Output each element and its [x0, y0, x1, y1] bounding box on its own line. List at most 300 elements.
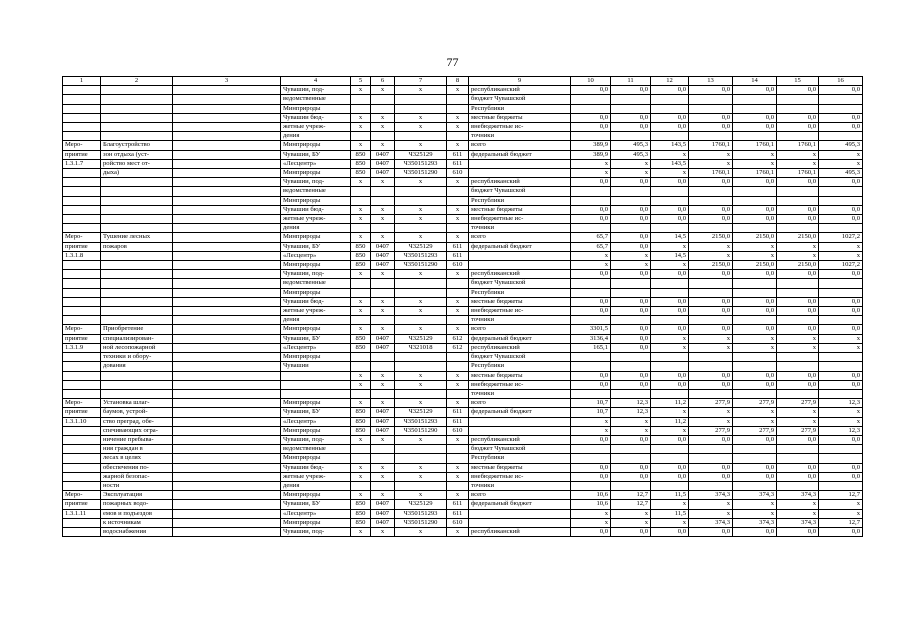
table-cell: внебюджетные ис- — [469, 215, 571, 224]
table-cell — [371, 454, 395, 463]
table-cell: х — [351, 307, 371, 316]
table-cell — [395, 353, 447, 362]
column-number: 11 — [611, 77, 651, 86]
table-cell: 0,0 — [819, 371, 863, 380]
table-row — [63, 399, 863, 408]
table-cell — [571, 104, 611, 113]
table-row — [63, 132, 863, 141]
table-cell — [777, 288, 819, 297]
table-cell — [173, 509, 281, 518]
table-cell: Чувашии бюд- — [281, 113, 351, 122]
table-cell — [733, 95, 777, 104]
table-cell: х — [447, 86, 469, 95]
table-cell: 10,6 — [571, 491, 611, 500]
table-cell: 277,9 — [689, 426, 733, 435]
table-cell — [571, 224, 611, 233]
table-cell: х — [395, 178, 447, 187]
column-number: 7 — [395, 77, 447, 86]
table-cell: 0,0 — [571, 205, 611, 214]
table-cell — [733, 481, 777, 490]
table-cell: точники — [469, 316, 571, 325]
table-cell: 0,0 — [611, 527, 651, 536]
table-cell — [63, 224, 101, 233]
table-cell: х — [351, 141, 371, 150]
table-cell — [101, 113, 173, 122]
table-cell: 0,0 — [819, 325, 863, 334]
table-cell: 0,0 — [733, 435, 777, 444]
table-row — [63, 509, 863, 518]
table-cell — [63, 518, 101, 527]
table-cell: ведомственные — [281, 95, 351, 104]
table-cell — [611, 104, 651, 113]
table-cell: х — [351, 123, 371, 132]
table-cell: х — [689, 343, 733, 352]
table-cell: внебюджетные ис- — [469, 123, 571, 132]
table-cell — [101, 187, 173, 196]
table-cell: 0,0 — [651, 307, 689, 316]
table-cell: 850 — [351, 261, 371, 270]
table-cell — [819, 288, 863, 297]
page-number: 77 — [446, 55, 459, 69]
table-cell: 0,0 — [819, 86, 863, 95]
table-row — [63, 334, 863, 343]
table-cell: х — [447, 399, 469, 408]
table-cell: Чувашии бюд- — [281, 205, 351, 214]
table-cell: 12,7 — [611, 500, 651, 509]
table-cell: «Лесцентр» — [281, 159, 351, 168]
table-cell: 0,0 — [733, 205, 777, 214]
table-cell — [733, 316, 777, 325]
table-cell — [689, 187, 733, 196]
table-cell: бюджет Чувашской — [469, 279, 571, 288]
table-row — [63, 159, 863, 168]
table-cell — [173, 481, 281, 490]
table-cell: 12,3 — [611, 399, 651, 408]
table-cell: «Лесцентр» — [281, 343, 351, 352]
table-cell — [611, 316, 651, 325]
table-row — [63, 86, 863, 95]
table-cell: 1027,2 — [819, 261, 863, 270]
table-cell: 374,3 — [689, 518, 733, 527]
table-cell — [351, 187, 371, 196]
table-row — [63, 408, 863, 417]
table-cell: 611 — [447, 251, 469, 260]
table-cell — [173, 233, 281, 242]
table-cell: х — [447, 491, 469, 500]
table-cell — [611, 481, 651, 490]
table-cell — [63, 132, 101, 141]
table-cell — [351, 389, 371, 398]
table-cell: 611 — [447, 417, 469, 426]
table-cell — [777, 224, 819, 233]
table-cell: 850 — [351, 334, 371, 343]
table-cell — [689, 353, 733, 362]
table-cell — [689, 279, 733, 288]
table-cell: жетные учреж- — [281, 307, 351, 316]
table-cell: 850 — [351, 426, 371, 435]
table-cell — [351, 95, 371, 104]
table-cell — [371, 481, 395, 490]
table-cell — [395, 224, 447, 233]
table-cell — [819, 389, 863, 398]
table-row — [63, 435, 863, 444]
table-cell — [371, 362, 395, 371]
table-row — [63, 205, 863, 214]
table-cell — [733, 104, 777, 113]
table-cell — [173, 527, 281, 536]
table-cell — [733, 187, 777, 196]
table-cell: 0,0 — [651, 86, 689, 95]
table-cell: бюджет Чувашской — [469, 445, 571, 454]
table-cell — [469, 159, 571, 168]
table-cell — [689, 389, 733, 398]
table-cell — [63, 270, 101, 279]
table-cell — [351, 353, 371, 362]
table-cell: 0,0 — [571, 472, 611, 481]
table-cell — [469, 518, 571, 527]
table-cell — [173, 307, 281, 316]
table-cell: 0,0 — [777, 472, 819, 481]
table-cell — [351, 445, 371, 454]
table-cell: х — [819, 150, 863, 159]
budget-table — [62, 76, 863, 537]
table-cell: 1.3.1.10 — [63, 417, 101, 426]
table-cell: Чувашии, БУ — [281, 500, 351, 509]
table-cell: х — [819, 500, 863, 509]
table-cell — [63, 353, 101, 362]
table-cell — [173, 288, 281, 297]
table-cell: 0,0 — [777, 270, 819, 279]
table-cell — [173, 334, 281, 343]
table-cell: Меро- — [63, 399, 101, 408]
table-cell: республиканский — [469, 270, 571, 279]
table-cell: всего — [469, 233, 571, 242]
table-cell — [173, 113, 281, 122]
table-cell: х — [651, 500, 689, 509]
table-cell — [173, 399, 281, 408]
table-cell: х — [371, 233, 395, 242]
table-cell: х — [371, 141, 395, 150]
table-cell: х — [447, 371, 469, 380]
table-cell: 0407 — [371, 334, 395, 343]
table-cell — [63, 307, 101, 316]
column-number: 3 — [173, 77, 281, 86]
table-cell: х — [651, 426, 689, 435]
table-cell: точники — [469, 224, 571, 233]
table-cell: Ч325129 — [395, 334, 447, 343]
table-row — [63, 261, 863, 270]
table-cell — [651, 187, 689, 196]
table-cell: Минприроды — [281, 454, 351, 463]
table-row — [63, 445, 863, 454]
table-cell: 1760,1 — [777, 169, 819, 178]
table-cell — [571, 279, 611, 288]
table-cell — [281, 380, 351, 389]
table-cell — [819, 353, 863, 362]
table-cell: х — [777, 500, 819, 509]
table-cell: Минприроды — [281, 518, 351, 527]
table-cell: 0,0 — [733, 178, 777, 187]
table-cell — [173, 86, 281, 95]
table-row — [63, 104, 863, 113]
table-cell: х — [351, 491, 371, 500]
table-row — [63, 463, 863, 472]
table-cell: 0,0 — [689, 297, 733, 306]
table-cell: х — [447, 527, 469, 536]
table-cell: Установка шлаг- — [101, 399, 173, 408]
table-cell: 0,0 — [571, 178, 611, 187]
table-cell — [395, 445, 447, 454]
table-cell: х — [395, 527, 447, 536]
table-cell: х — [819, 242, 863, 251]
table-cell: х — [395, 215, 447, 224]
table-cell — [819, 196, 863, 205]
table-cell — [63, 86, 101, 95]
table-cell — [777, 95, 819, 104]
table-cell: внебюджетные ис- — [469, 472, 571, 481]
table-cell: Ч350151293 — [395, 417, 447, 426]
column-number: 10 — [571, 77, 611, 86]
table-cell: 611 — [447, 159, 469, 168]
table-row — [63, 307, 863, 316]
table-cell — [101, 371, 173, 380]
table-cell: х — [371, 371, 395, 380]
table-cell: «Лесцентр» — [281, 251, 351, 260]
table-cell — [689, 445, 733, 454]
table-cell: х — [571, 159, 611, 168]
table-cell: 65,7 — [571, 233, 611, 242]
table-cell: х — [733, 251, 777, 260]
table-cell — [101, 279, 173, 288]
table-cell — [63, 362, 101, 371]
table-cell — [777, 187, 819, 196]
table-cell: х — [689, 500, 733, 509]
table-row — [63, 500, 863, 509]
column-number: 8 — [447, 77, 469, 86]
table-cell: 1760,1 — [689, 169, 733, 178]
table-cell: ведомственные — [281, 445, 351, 454]
table-cell: 2150,0 — [689, 233, 733, 242]
table-cell: 0,0 — [733, 215, 777, 224]
table-cell: 143,5 — [651, 141, 689, 150]
table-cell: 0,0 — [777, 205, 819, 214]
table-cell — [571, 445, 611, 454]
table-cell: дения — [281, 132, 351, 141]
table-cell — [371, 132, 395, 141]
table-cell — [651, 288, 689, 297]
table-cell — [173, 242, 281, 251]
table-cell: х — [351, 325, 371, 334]
table-cell: 0407 — [371, 500, 395, 509]
table-row — [63, 325, 863, 334]
table-cell: х — [611, 251, 651, 260]
table-cell — [819, 316, 863, 325]
table-cell — [651, 445, 689, 454]
table-cell — [371, 389, 395, 398]
table-cell: республиканский — [469, 178, 571, 187]
table-cell — [819, 445, 863, 454]
table-cell — [63, 169, 101, 178]
table-cell: х — [777, 242, 819, 251]
table-cell: спечивающих огра- — [101, 426, 173, 435]
table-cell: 0,0 — [819, 205, 863, 214]
table-cell — [611, 353, 651, 362]
table-cell: х — [351, 371, 371, 380]
table-cell: х — [777, 417, 819, 426]
table-cell: Республики — [469, 454, 571, 463]
table-cell — [101, 389, 173, 398]
table-cell: х — [447, 297, 469, 306]
table-cell: Ч350151290 — [395, 261, 447, 270]
table-cell: х — [447, 215, 469, 224]
table-cell: Минприроды — [281, 353, 351, 362]
table-cell: 65,7 — [571, 242, 611, 251]
table-row — [63, 472, 863, 481]
table-cell — [63, 481, 101, 490]
table-cell: х — [777, 159, 819, 168]
table-cell — [351, 196, 371, 205]
table-cell: Чувашии бюд- — [281, 463, 351, 472]
column-number: 5 — [351, 77, 371, 86]
table-cell — [733, 288, 777, 297]
table-cell: 374,3 — [777, 491, 819, 500]
table-cell: Ч350151290 — [395, 169, 447, 178]
table-cell: 850 — [351, 251, 371, 260]
table-cell: х — [689, 159, 733, 168]
table-cell: х — [651, 334, 689, 343]
table-cell: 0407 — [371, 509, 395, 518]
table-cell: ничение пребыва- — [101, 435, 173, 444]
table-cell: х — [371, 435, 395, 444]
table-cell: х — [351, 527, 371, 536]
table-cell: жетные учреж- — [281, 215, 351, 224]
table-cell: 0,0 — [571, 527, 611, 536]
table-cell: 0,0 — [611, 242, 651, 251]
table-cell: х — [819, 343, 863, 352]
table-cell: х — [777, 408, 819, 417]
table-cell: республиканский — [469, 435, 571, 444]
table-cell — [469, 261, 571, 270]
table-cell — [689, 454, 733, 463]
table-cell: 0,0 — [689, 307, 733, 316]
table-cell: х — [395, 233, 447, 242]
table-cell — [371, 224, 395, 233]
table-cell: 0,0 — [571, 215, 611, 224]
table-cell: 0,0 — [777, 527, 819, 536]
table-cell — [101, 86, 173, 95]
table-cell — [173, 445, 281, 454]
table-cell: 0,0 — [777, 123, 819, 132]
table-cell: 0,0 — [611, 307, 651, 316]
table-cell — [689, 196, 733, 205]
table-cell: Чувашии, БУ — [281, 408, 351, 417]
table-cell — [611, 279, 651, 288]
table-cell: х — [351, 205, 371, 214]
table-cell — [447, 132, 469, 141]
table-row — [63, 169, 863, 178]
table-cell: 0,0 — [689, 371, 733, 380]
table-cell — [101, 205, 173, 214]
table-cell — [777, 481, 819, 490]
table-row — [63, 123, 863, 132]
table-cell — [173, 141, 281, 150]
table-cell: х — [819, 251, 863, 260]
table-cell: 0,0 — [689, 380, 733, 389]
table-cell: ния граждан в — [101, 445, 173, 454]
table-cell: зон отдыха (уст- — [101, 150, 173, 159]
table-cell: х — [447, 141, 469, 150]
table-cell: 850 — [351, 417, 371, 426]
table-cell — [173, 205, 281, 214]
table-cell — [733, 445, 777, 454]
table-cell: х — [447, 113, 469, 122]
table-cell: х — [351, 399, 371, 408]
table-cell: местные бюджеты — [469, 371, 571, 380]
table-cell: 0,0 — [689, 472, 733, 481]
table-cell — [571, 288, 611, 297]
table-cell: федеральный бюджет — [469, 408, 571, 417]
table-row — [63, 233, 863, 242]
table-cell — [777, 454, 819, 463]
table-cell: х — [371, 205, 395, 214]
table-cell: 0,0 — [689, 178, 733, 187]
table-cell: 610 — [447, 261, 469, 270]
table-cell: Ч321018 — [395, 343, 447, 352]
table-cell: х — [371, 307, 395, 316]
table-cell: х — [371, 123, 395, 132]
table-cell — [173, 251, 281, 260]
table-cell — [469, 417, 571, 426]
table-cell: Благоустройство — [101, 141, 173, 150]
table-cell: 0,0 — [777, 307, 819, 316]
table-row — [63, 343, 863, 352]
table-cell: х — [777, 343, 819, 352]
table-cell — [173, 371, 281, 380]
table-cell: х — [351, 297, 371, 306]
table-cell — [819, 132, 863, 141]
table-cell — [611, 389, 651, 398]
table-cell — [63, 205, 101, 214]
table-cell — [173, 500, 281, 509]
table-cell: 850 — [351, 343, 371, 352]
column-number: 14 — [733, 77, 777, 86]
table-cell — [689, 288, 733, 297]
table-cell: 0,0 — [819, 527, 863, 536]
table-cell: Меро- — [63, 141, 101, 150]
table-row — [63, 371, 863, 380]
table-cell: 0,0 — [689, 86, 733, 95]
table-cell: х — [371, 527, 395, 536]
table-cell: х — [395, 491, 447, 500]
table-cell: 612 — [447, 343, 469, 352]
table-cell: 0,0 — [689, 215, 733, 224]
table-cell — [101, 132, 173, 141]
table-cell: Ч350151290 — [395, 518, 447, 527]
table-cell: 0,0 — [819, 435, 863, 444]
table-cell — [101, 316, 173, 325]
table-cell — [173, 380, 281, 389]
table-cell: 0,0 — [733, 463, 777, 472]
table-cell — [611, 224, 651, 233]
table-cell — [371, 104, 395, 113]
table-cell: х — [351, 435, 371, 444]
table-cell: 0,0 — [611, 463, 651, 472]
table-cell: 0407 — [371, 251, 395, 260]
column-number: 4 — [281, 77, 351, 86]
table-cell — [447, 445, 469, 454]
table-cell — [395, 104, 447, 113]
table-cell: 12,7 — [611, 491, 651, 500]
